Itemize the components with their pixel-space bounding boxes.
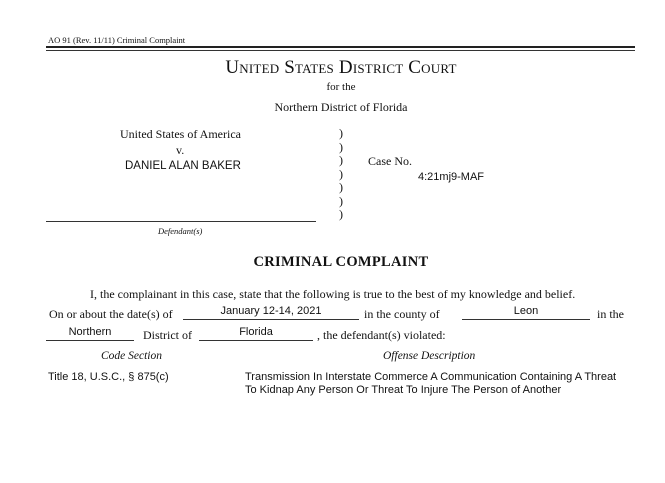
complaint-heading: CRIMINAL COMPLAINT: [253, 254, 429, 270]
county-field: Leon: [513, 305, 539, 317]
defendant-name: DANIEL ALAN BAKER: [125, 160, 241, 172]
offense-date-underline: [183, 319, 359, 320]
defendant-signature-line: [46, 221, 316, 222]
caption-paren: ): [339, 126, 343, 140]
county-prefix: in the county of: [364, 307, 440, 321]
state-field: Florida: [239, 326, 273, 338]
caption-paren: ): [339, 166, 343, 181]
court-title: United States District Court: [225, 57, 457, 78]
county-underline: [462, 319, 590, 320]
in-the-text: in the: [597, 307, 624, 321]
caption-paren: ): [339, 193, 343, 208]
form-number: AO 91 (Rev. 11/11) Criminal Complaint: [48, 35, 186, 45]
state-underline: [199, 340, 313, 341]
header-rule-bottom: [46, 50, 635, 51]
caption-paren: ): [339, 153, 343, 167]
versus-text: v.: [176, 143, 185, 157]
district-of-text: District of: [143, 328, 192, 342]
plaintiff-name: United States of America: [120, 127, 241, 141]
case-number: 4:21mj9-MAF: [418, 171, 485, 183]
date-prefix: On or about the date(s) of: [49, 307, 173, 321]
code-section-header: Code Section: [101, 350, 162, 362]
caption-paren: ): [339, 180, 343, 194]
caption-paren: ): [339, 139, 343, 154]
offense-description-header: Offense Description: [383, 350, 476, 362]
offense-date-field: January 12-14, 2021: [220, 305, 322, 317]
district-name: Northern District of Florida: [274, 100, 408, 114]
defendant-label: Defendant(s): [158, 226, 203, 236]
case-no-label: Case No.: [368, 154, 412, 168]
header-rule-top: [46, 46, 635, 48]
violated-text: , the defendant(s) violated:: [317, 328, 446, 342]
district-field: Northern: [68, 326, 112, 338]
for-the-text: for the: [326, 81, 356, 93]
offense-description-line: To Kidnap Any Person Or Threat To Injure The Person of Another: [245, 384, 562, 396]
district-underline: [46, 340, 134, 341]
complaint-intro: I, the complainant in this case, state that the following is true to the best of my knowledge and belief.: [90, 287, 576, 301]
offense-description-line: Transmission In Interstate Commerce A Communication Containing A Threat: [245, 371, 617, 383]
caption-paren: ): [339, 207, 343, 221]
code-section-value: Title 18, U.S.C., § 875(c): [48, 371, 169, 383]
